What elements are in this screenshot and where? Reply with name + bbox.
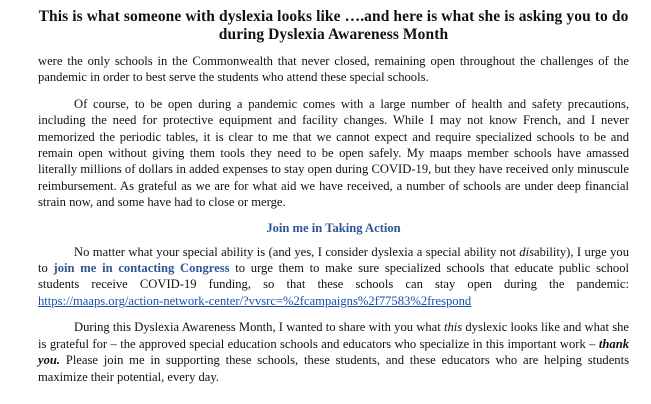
paragraph-4-text-b: dyslexic looks like and what she is grateful for – the approved special education schools and educators who specialize in this important work – [38,320,629,351]
paragraph-2: Of course, to be open during a pandemic comes with a large number of health and safety precautions, including the need for protective equipment and facility changes. While I may not know French, and I never memorized the periodic tables, it is clear to me that we cannot expect and require specialized schools to be and remain open without giving them tools they need to be open safely. My maaps member schools have amassed literally millions of dollars in added expenses to stay open during COVID-19, but they have received only minuscule reimbursement. As grateful as we are for what aid we have received, a number of schools are under deep financial strain now, and some have had to close or merge. [38,96,629,210]
this-emphasis: this [443,320,463,335]
title-line-2: during Dyslexia Awareness Month [218,26,449,43]
dis-emphasis: dis [519,244,534,259]
thank-you-emphasis: thank you. [38,336,629,368]
join-congress-link[interactable]: join me in contacting Congress [53,261,230,276]
paragraph-3 [38,244,629,310]
paragraph-3-text-a: No matter what your special ability is (and yes, I consider dyslexia a special ability not [74,244,520,259]
paragraph-4-text-c: Please join me in supporting these schools, these students, and these educators who are helping students maximize their potential, every day. [38,353,629,384]
paragraph-4 [38,319,629,385]
title-line-1: This is what someone with dyslexia looks like ….and here is what she is asking you to do [38,8,629,25]
action-network-url-link[interactable]: https://maaps.org/action-network-center/?vvsrc=%2fcampaigns%2f77583%2frespond [38,293,472,308]
paragraph-1: were the only schools in the Commonwealth that never closed, remaining open throughout the challenges of the pandemic in order to best serve the students who attend these special schools. [38,54,629,85]
paragraph-3-text-c: to urge them to make sure specialized schools that educate public school students receive COVID-19 funding, so that these schools can stay open during the pandemic: [38,261,630,292]
paragraph-4-text-a: During this Dyslexia Awareness Month, I wanted to share with you what [74,320,444,335]
page-title [38,8,629,44]
section-heading: Join me in Taking Action [266,220,401,235]
paragraph-3-text-b: ability), I urge you to [38,244,630,276]
